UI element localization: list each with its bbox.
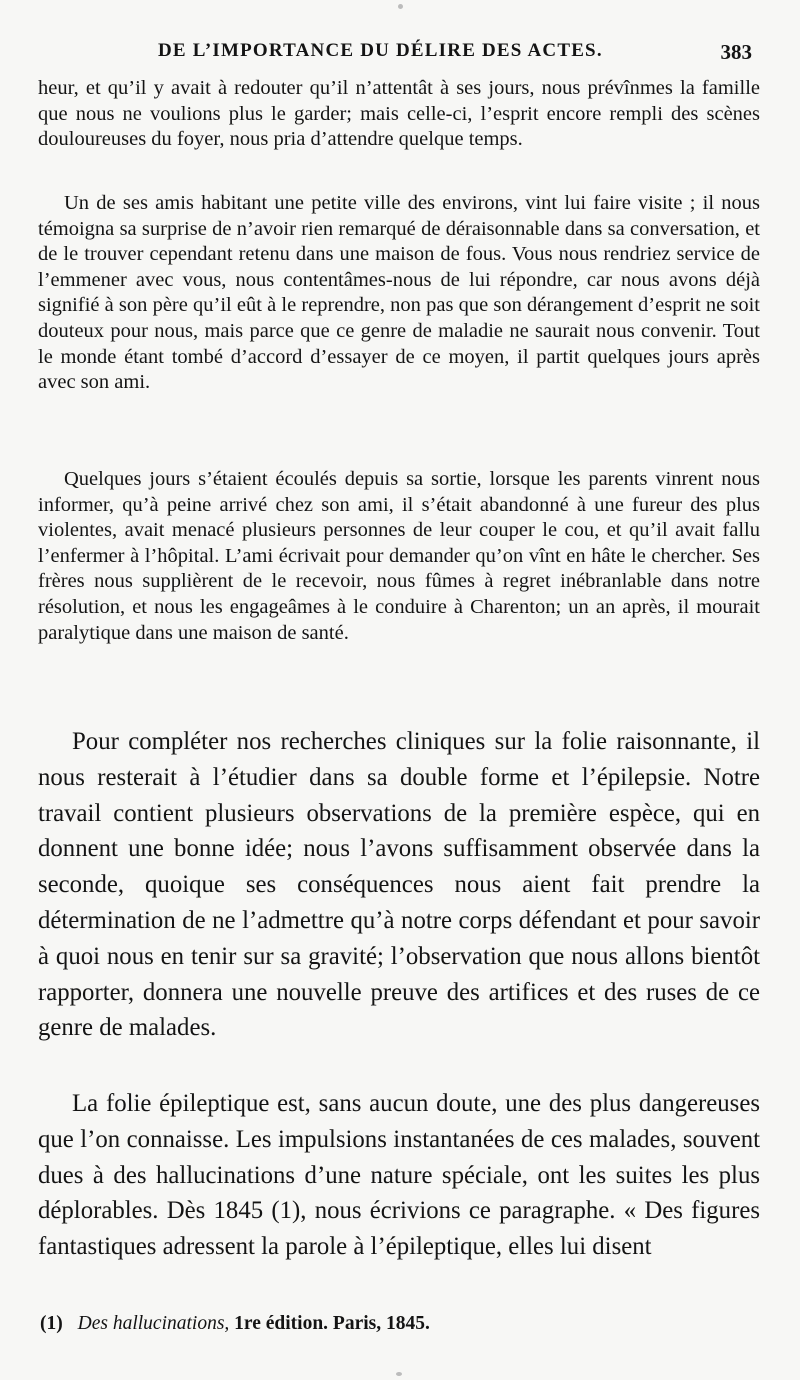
footnote [40, 1312, 762, 1336]
paragraph-5: La folie épileptique est, sans aucun doute, une des plus dangereuses que l’on connaisse. Les impulsions instantanées de ces malades, souvent dues à des hallucinations d’une nature spéciale, ont les suites les plus déplorables. Dès 1845 (1), nous écrivions ce paragraphe. « Des figures fantastiques adressent la parole à l’épileptique, elles lui disent [38, 1090, 760, 1261]
paragraph-4: Pour compléter nos recherches cliniques sur la folie raisonnante, il nous resterait à l’étudier dans sa double forme et l’épilepsie. Notre travail contient plusieurs observations de la première espèce, qui en donnent une bonne idée; nous l’avons suffisamment observée dans la seconde, quoique ses conséquences nous aient fait prendre la détermination de ne l’admettre qu’à notre corps défendant et pour savoir à quoi nous en tenir sur sa gravité; l’observation que nous allons bientôt rapporter, donnera une nouvelle preuve des artifices et des ruses de ce genre de malades. [38, 728, 760, 1042]
page-number: 383 [720, 40, 752, 64]
paragraph-1: heur, et qu’il y avait à redouter qu’il n’attentât à ses jours, nous prévînmes la famille que nous ne voulions plus le garder; mais celle-ci, l’esprit encore rempli des scènes douloureuses du foyer, nous pria d’attendre quelque temps. [38, 77, 760, 151]
paragraph-2: Un de ses amis habitant une petite ville des environs, vint lui faire visite ; il nous témoigna sa surprise de n’avoir rien remarqué de déraisonnable dans sa conversation, et de le trouver cependant retenu dans une maison de fous. Vous nous rendriez service de l’emmener avec vous, nous contentâmes-nous de lui répondre, car nous avons déjà signifié à son père qu’il eût à le reprendre, non pas que son dérangement d’esprit ne soit douteux pour nous, mais parce que ce genre de maladie ne saurait nous convenir. Tout le monde étant tombé d’accord d’essayer de ce moyen, il partit quelques jours après avec son ami. [38, 192, 760, 394]
footnote-edition: 1re édition. Paris, 1845. [234, 1313, 430, 1334]
paragraph-3: Quelques jours s’étaient écoulés depuis sa sortie, lorsque les parents vinrent nous informer, qu’à peine arrivé chez son ami, il s’était abandonné à une fureur des plus violentes, avait menacé plusieurs personnes de leur couper le cou, et qu’il avait fallu l’enfermer à l’hôpital. L’ami écrivait pour demander qu’on vînt en hâte le chercher. Ses frères nous supplièrent de le recevoir, nous fûmes à regret inébranlable dans notre résolution, et nous les engageâmes à le conduire à Charenton; un an après, il mourait paralytique dans une maison de santé. [38, 468, 760, 644]
paper-speck-bottom [396, 1372, 402, 1376]
running-title: DE L’IMPORTANCE DU DÉLIRE DES ACTES. [158, 40, 603, 61]
footnote-title: Des hallucinations, [77, 1313, 230, 1334]
paper-speck-top [398, 4, 403, 9]
page-header [0, 40, 800, 70]
footnote-marker: (1) [40, 1313, 63, 1334]
